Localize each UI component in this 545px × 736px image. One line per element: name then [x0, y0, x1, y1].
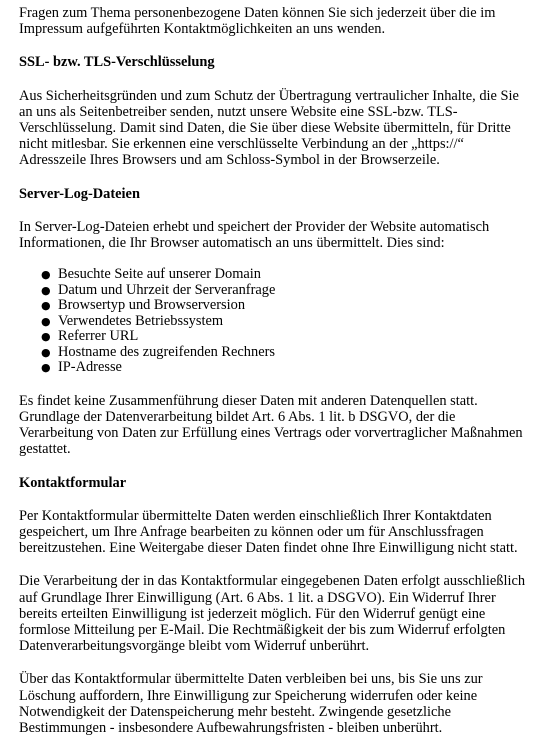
ssl-paragraph: Aus Sicherheitsgründen und zum Schutz der Übertragung vertraulicher Inhalte, die Sie an uns als Seitenbetreiber senden, nutzt unsere Website eine SSL-bzw. TLS-Verschlüsselung. Damit sind Daten, die Sie über diese Website übermitteln, für Dritte nicht mitlesbar. Sie erkennen eine verschlüsselte Verbindung an der „https://“ Adresszeile Ihres Browsers und am Schloss-Symbol in der Browserzeile.	[19, 87, 519, 169]
serverlog-after-paragraph: Es findet keine Zusammenführung dieser Daten mit anderen Datenquellen statt. Grundlage der Datenverarbeitung bildet Art. 6 Abs. 1 lit. b DSGVO, der die Verarbeitung von Daten zur Erfüllung eines Vertrags oder vorvertraglicher Maßnahmen gestattet.	[19, 392, 523, 458]
bullet-icon: ●	[41, 330, 51, 344]
bullet-icon: ●	[41, 314, 51, 328]
serverlog-paragraph: In Server-Log-Dateien erhebt und speichert der Provider der Website automatisch Informationen, die Ihr Browser automatisch an uns übermittelt. Dies sind:	[19, 218, 490, 252]
list-item-text: Hostname des zugreifenden Rechners	[58, 343, 275, 360]
bullet-icon: ●	[41, 268, 51, 282]
list-item-text: Verwendetes Betriebssystem	[58, 312, 224, 329]
ssl-heading: SSL- bzw. TLS-Verschlüsselung	[19, 54, 215, 71]
bullet-icon: ●	[41, 299, 51, 313]
bullet-icon: ●	[41, 283, 51, 297]
kontakt-paragraph-3: Über das Kontaktformular übermittelte Daten verbleiben bei uns, bis Sie uns zur Löschung auffordern, Ihre Einwilligung zur Speicherung widerrufen oder keine Notwendigkeit der Datenspeicherung mehr besteht. Zwingende gesetzliche Bestimmungen - insbesondere Aufbewahrungsfristen - bleiben unberührt.	[19, 671, 483, 736]
list-item-text: Besuchte Seite auf unserer Domain	[58, 266, 262, 283]
list-item-text: Referrer URL	[58, 328, 139, 345]
list-item	[41, 283, 533, 299]
intro-paragraph: Fragen zum Thema personenbezogene Daten können Sie sich jederzeit über die im Impressum aufgeführten Kontaktmöglichkeiten an uns wenden.	[19, 5, 496, 38]
kontakt-paragraph-1: Per Kontaktformular übermittelte Daten werden einschließlich Ihrer Kontaktdaten gespeichert, um Ihre Anfrage bearbeiten zu können oder um für Anschlussfragen bereitzustehen. Eine Weitergabe dieser Daten findet ohne Ihre Einwilligung nicht statt.	[19, 507, 518, 557]
list-item	[41, 329, 533, 345]
list-item-text: Datum und Uhrzeit der Serveranfrage	[58, 281, 276, 298]
bullet-icon: ●	[41, 361, 51, 375]
list-item	[41, 298, 533, 314]
list-item	[41, 267, 533, 283]
list-item-text: Browsertyp und Browserversion	[58, 297, 246, 314]
list-item	[41, 360, 533, 376]
bullet-icon: ●	[41, 345, 51, 359]
kontakt-heading: Kontaktformular	[19, 474, 127, 491]
serverlog-heading: Server-Log-Dateien	[19, 185, 140, 202]
list-item-text: IP-Adresse	[58, 359, 122, 376]
serverlog-list	[19, 267, 533, 376]
list-item	[41, 314, 533, 330]
list-item	[41, 345, 533, 361]
kontakt-paragraph-2: Die Verarbeitung der in das Kontaktformular eingegebenen Daten erfolgt ausschließlich auf Grundlage Ihrer Einwilligung (Art. 6 Abs. 1 lit. a DSGVO). Ein Widerruf Ihrer bereits erteilten Einwilligung ist jederzeit möglich. Für den Widerruf genügt eine formlose Mitteilung per E-Mail. Die Rechtmäßigkeit der bis zum Widerruf erfolgten Datenverarbeitungsvorgänge bleibt vom Widerruf unberührt.	[19, 573, 526, 655]
